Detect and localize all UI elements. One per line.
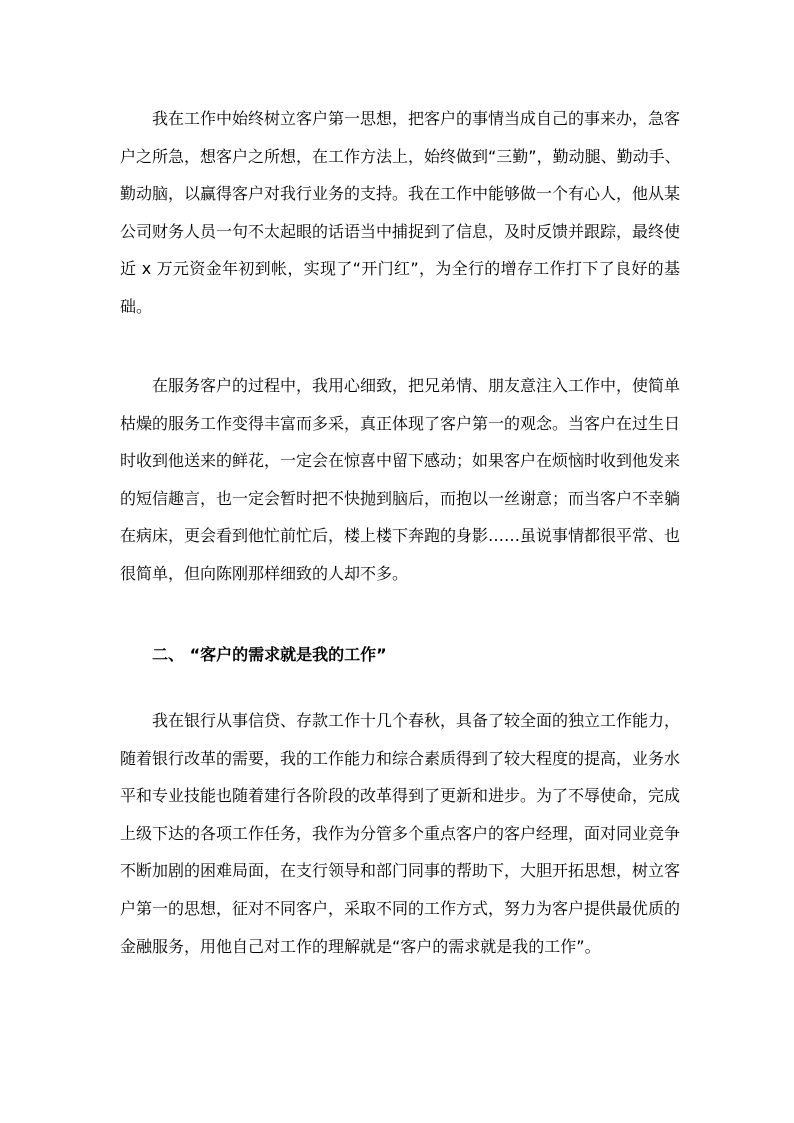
paragraph-1-line-4: 公司财务人员一句不太起眼的话语当中捕捉到了信息，及时反馈并跟踪，最终使 — [120, 221, 681, 241]
paragraph-2-line-2: 枯燥的服务工作变得丰富而多采，真正体现了客户第一的观念。当客户在过生日 — [120, 413, 681, 433]
paragraph-2-line-3: 时收到他送来的鲜花，一定会在惊喜中留下感动；如果客户在烦恼时收到他发来 — [120, 451, 681, 471]
paragraph-3-line-2: 随着银行改革的需要，我的工作能力和综合素质得到了较大程度的提高，业务水 — [120, 748, 681, 768]
paragraph-3-line-3: 平和专业技能也随着建行各阶段的改革得到了更新和进步。为了不辱使命，完成 — [120, 786, 681, 806]
paragraph-3-line-1: 我在银行从事信贷、存款工作十几个春秋，具备了较全面的独立工作能力， — [152, 711, 681, 730]
paragraph-1-line-1: 我在工作中始终树立客户第一思想，把客户的事情当成自己的事来办，急客 — [152, 109, 681, 128]
paragraph-3-line-4: 上级下达的各项工作任务，我作为分管多个重点客户的客户经理，面对同业竞争 — [120, 823, 681, 843]
paragraph-1-line-2: 户之所急，想客户之所想，在工作方法上，始终做到“三勤”，勤动腿、勤动手、 — [120, 146, 681, 166]
paragraph-3-line-5: 不断加剧的困难局面，在支行领导和部门同事的帮助下，大胆开拓思想，树立客 — [120, 861, 681, 881]
paragraph-1-line-6: 础。 — [120, 296, 153, 316]
section-heading-text: 二、 “客户的需求就是我的工作” — [152, 645, 387, 664]
paragraph-2 — [120, 367, 680, 593]
section-heading — [120, 636, 680, 674]
paragraph-2-line-6: 很简单，但向陈刚那样细致的人却不多。 — [120, 563, 409, 583]
paragraph-2-line-5: 在病床，更会看到他忙前忙后，楼上楼下奔跑的身影……虽说事情都很平常、也 — [120, 526, 681, 546]
paragraph-1 — [120, 100, 680, 326]
paragraph-1-line-3: 勤动脑，以赢得客户对我行业务的支持。我在工作中能够做一个有心人，他从某 — [120, 184, 681, 204]
paragraph-3-line-6: 户第一的思想，征对不同客户，采取不同的工作方式，努力为客户提供最优质的 — [120, 898, 681, 918]
paragraph-3-line-7: 金融服务，用他自己对工作的理解就是“客户的需求就是我的工作”。 — [120, 936, 601, 956]
paragraph-3 — [120, 702, 680, 965]
paragraph-2-line-1: 在服务客户的过程中，我用心细致，把兄弟情、朋友意注入工作中，使简单 — [152, 376, 681, 395]
paragraph-1-line-5: 近 x 万元资金年初到帐，实现了“开门红”，为全行的增存工作打下了良好的基 — [120, 259, 680, 279]
paragraph-2-line-4: 的短信趣言，也一定会暂时把不快抛到脑后，而抱以一丝谢意；而当客户不幸躺 — [120, 488, 681, 508]
